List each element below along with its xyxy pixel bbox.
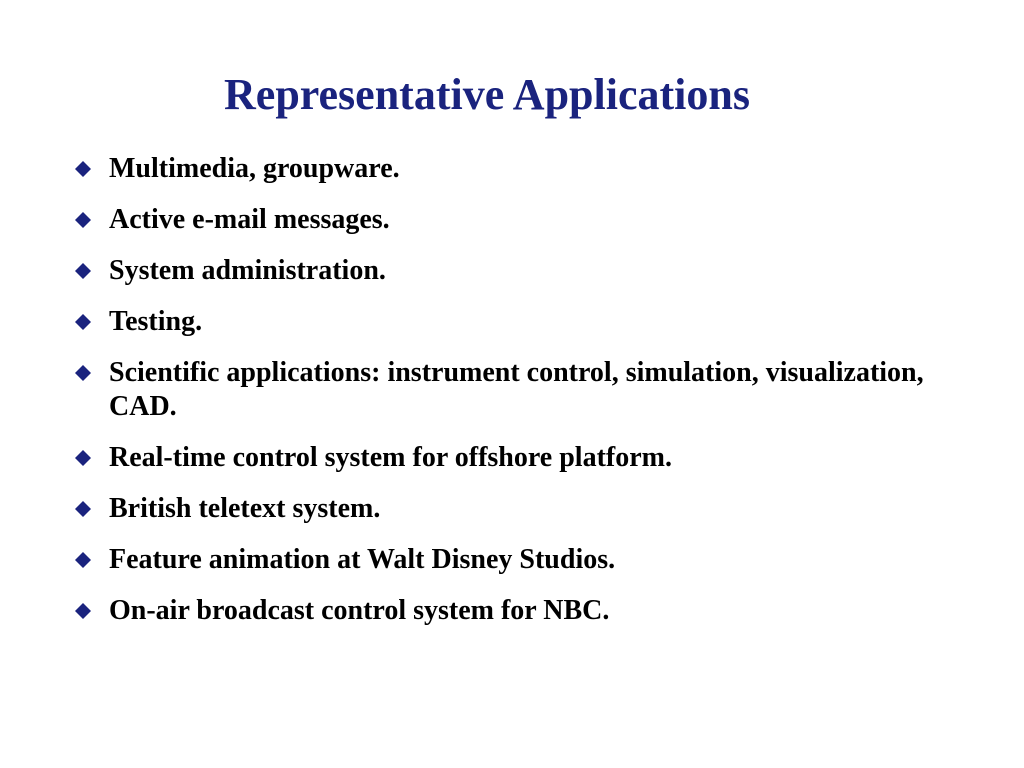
list-item-text: On-air broadcast control system for NBC. [109, 595, 610, 626]
diamond-icon [75, 305, 109, 339]
list-item [75, 203, 955, 237]
diamond-icon [75, 203, 109, 237]
bullet-list [75, 152, 955, 645]
diamond-icon [75, 543, 109, 577]
diamond-icon [75, 356, 109, 390]
diamond-icon [75, 152, 109, 186]
list-item [75, 594, 955, 628]
list-item-text: Active e-mail messages. [109, 204, 390, 235]
list-item [75, 254, 955, 288]
list-item-text: Feature animation at Walt Disney Studios. [109, 544, 616, 575]
diamond-icon [75, 254, 109, 288]
diamond-icon [75, 441, 109, 475]
list-item-text: Real-time control system for offshore platform. [109, 442, 672, 473]
list-item-text: Testing. [109, 306, 203, 337]
list-item-text: System administration. [109, 255, 386, 286]
list-item-text: British teletext system. [109, 493, 381, 524]
diamond-icon [75, 594, 109, 628]
list-item [75, 152, 955, 186]
list-item [75, 441, 955, 475]
slide-title: Representative Applications [224, 70, 750, 119]
list-item-text: Scientific applications: instrument control, simulation, visualization, CAD. [109, 357, 924, 422]
list-item [75, 543, 955, 577]
list-item [75, 305, 955, 339]
list-item-text: Multimedia, groupware. [109, 153, 400, 184]
list-item [75, 492, 955, 526]
list-item [75, 356, 955, 424]
diamond-icon [75, 492, 109, 526]
